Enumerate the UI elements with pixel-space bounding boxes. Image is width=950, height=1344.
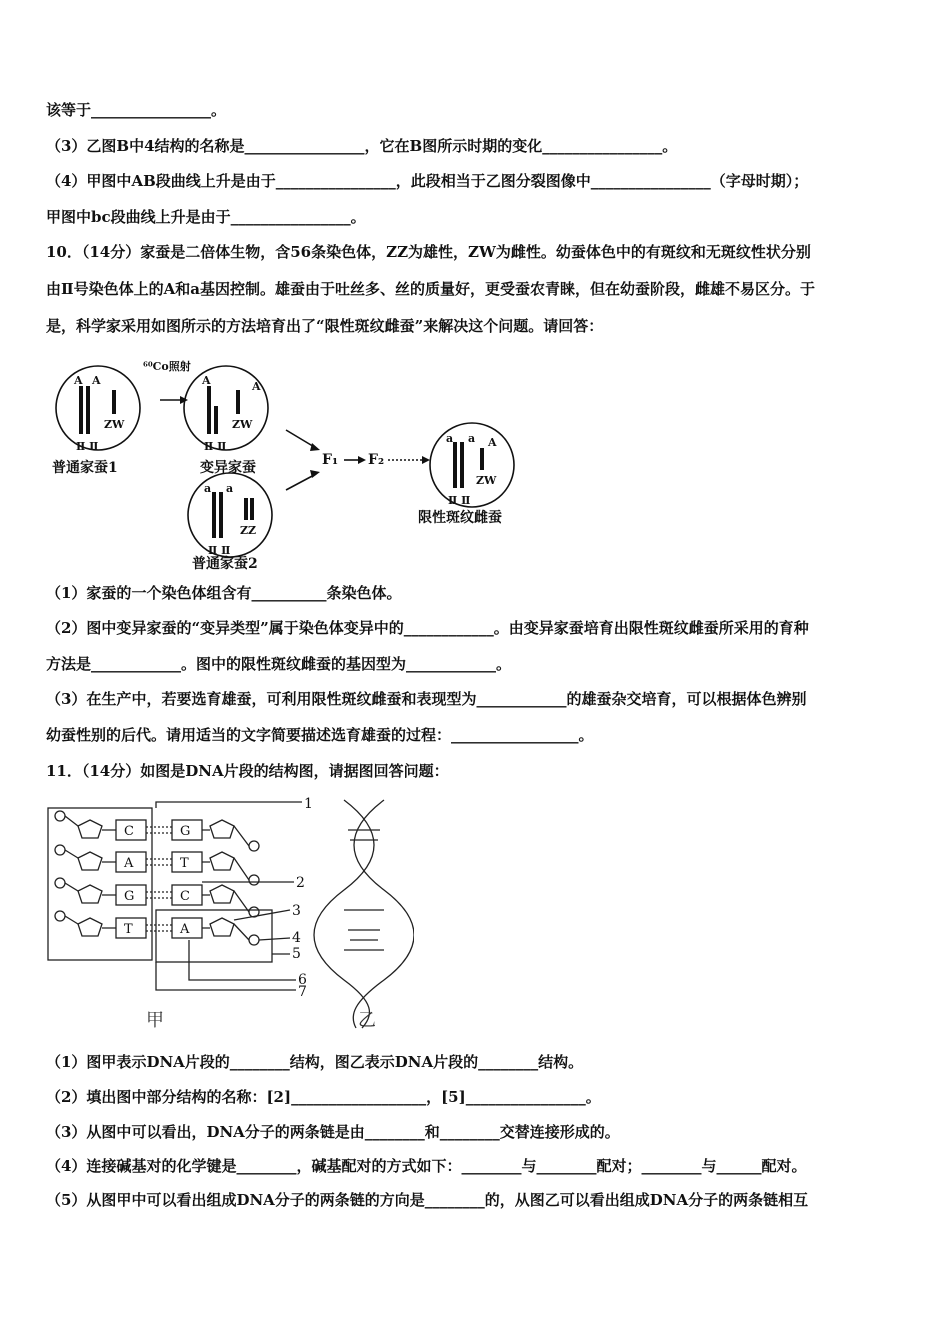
mutant-silkworm-label: 变异家蚕 [200,460,256,476]
gene-a-label: a [204,482,212,495]
question-11-sub-1: （1）图甲表示DNA片段的________结构，图乙表示DNA片段的________结构。 [46,1053,584,1071]
f2-label: F₂ [368,452,385,468]
gene-a-label: a [226,482,234,495]
base-label: C [124,824,134,839]
label-number: 2 [296,875,305,891]
common-silkworm-2-label: 普通家蚕2 [192,556,258,572]
question-10-sub-2-line-1: （2）图中变异家蚕的“变异类型”属于染色体变异中的____________。由变异家蚕培育出限性斑纹雌蚕所采用的育种 [46,619,809,637]
text-line-2: （3）乙图B中4结构的名称是________________，它在B图所示时期的变化________________。 [46,137,678,155]
irradiation-label: ⁶⁰Co照射 [143,360,191,373]
label-number: 7 [298,984,307,1000]
question-11-sub-2: （2）填出图中部分结构的名称：[2]__________________，[5]________________。 [46,1088,601,1106]
base-label: G [180,824,191,839]
zz-label: ZZ [240,524,257,537]
base-label: A [124,856,134,871]
question-11-sub-3: （3）从图中可以看出，DNA分子的两条链是由________和________交替连接形成的。 [46,1123,620,1141]
text-line-4: 甲图中bc段曲线上升是由于________________。 [46,208,366,226]
question-10-sub-3-line-2: 幼蚕性别的后代。请用适当的文字简要描述选育雄蚕的过程：_________________。 [46,726,594,744]
dna-figure [44,790,414,1035]
gene-a-label: A [252,380,261,393]
question-10-line-2: 由Ⅱ号染色体上的A和a基因控制。雄蚕由于吐丝多、丝的质量好，更受蚕农青睐，但在幼蚕阶段，雌雄不易区分。于 [46,280,816,298]
base-label: T [180,856,189,871]
f1-label: F₁ [322,452,339,468]
question-10-sub-2-line-2: 方法是____________。图中的限性斑纹雌蚕的基因型为____________。 [46,655,512,673]
question-11-sub-4: （4）连接碱基对的化学键是________，碱基配对的方式如下：________与________配对；________与______配对。 [46,1157,807,1175]
gene-a-label: A [202,374,211,387]
base-label: A [180,922,190,937]
silkworm-figure [48,350,538,572]
chromosome-pair-label: Ⅱ Ⅱ [76,440,99,453]
question-10-sub-3-line-1: （3）在生产中，若要选育雄蚕，可利用限性斑纹雌蚕和表现型为____________的雄蚕杂交培育，可以根据体色辨别 [46,690,807,708]
common-silkworm-1-label: 普通家蚕1 [52,460,118,476]
figure-yi-label: 乙 [358,1010,376,1031]
zw-label: ZW [476,474,497,487]
label-number: 4 [292,930,301,946]
figure-jia-label: 甲 [146,1010,164,1031]
text-line-3: （4）甲图中AB段曲线上升是由于________________，此段相当于乙图分裂图像中________________（字母时期）； [46,172,809,190]
question-10-line-1: 10．（14分）家蚕是二倍体生物，含56条染色体，ZZ为雄性，ZW为雌性。幼蚕体色中的有斑纹和无斑纹性状分别 [46,243,811,261]
gene-a-label: A [488,436,497,449]
gene-a-label: A [74,374,83,387]
label-number: 3 [292,903,301,919]
label-number: 6 [298,972,307,988]
gene-a-label: a [468,432,476,445]
gene-a-label: a [446,432,454,445]
zw-label: ZW [232,418,253,431]
question-11-sub-5: （5）从图甲中可以看出组成DNA分子的两条链的方向是________的，从图乙可以看出组成DNA分子的两条链相互 [46,1191,809,1209]
question-10-sub-1: （1）家蚕的一个染色体组含有__________条染色体。 [46,584,402,602]
gene-a-label: A [92,374,101,387]
base-label: C [180,889,190,904]
zw-label: ZW [104,418,125,431]
question-11-title: 11．（14分）如图是DNA片段的结构图，请据图回答问题： [46,762,449,780]
chromosome-pair-label: Ⅱ Ⅱ [204,440,227,453]
label-number: 5 [292,946,301,962]
question-10-line-3: 是，科学家采用如图所示的方法培育出了“限性斑纹雌蚕”来解决这个问题。请回答： [46,317,604,335]
chromosome-pair-label: Ⅱ Ⅱ [448,494,471,507]
text-line-1: 该等于________________。 [46,101,227,119]
base-label: G [124,889,135,904]
label-number: 1 [304,796,313,812]
chromosome-pair-label: Ⅱ Ⅱ [208,544,231,557]
sex-limited-female-label: 限性斑纹雌蚕 [418,510,502,526]
base-label: T [124,922,133,937]
